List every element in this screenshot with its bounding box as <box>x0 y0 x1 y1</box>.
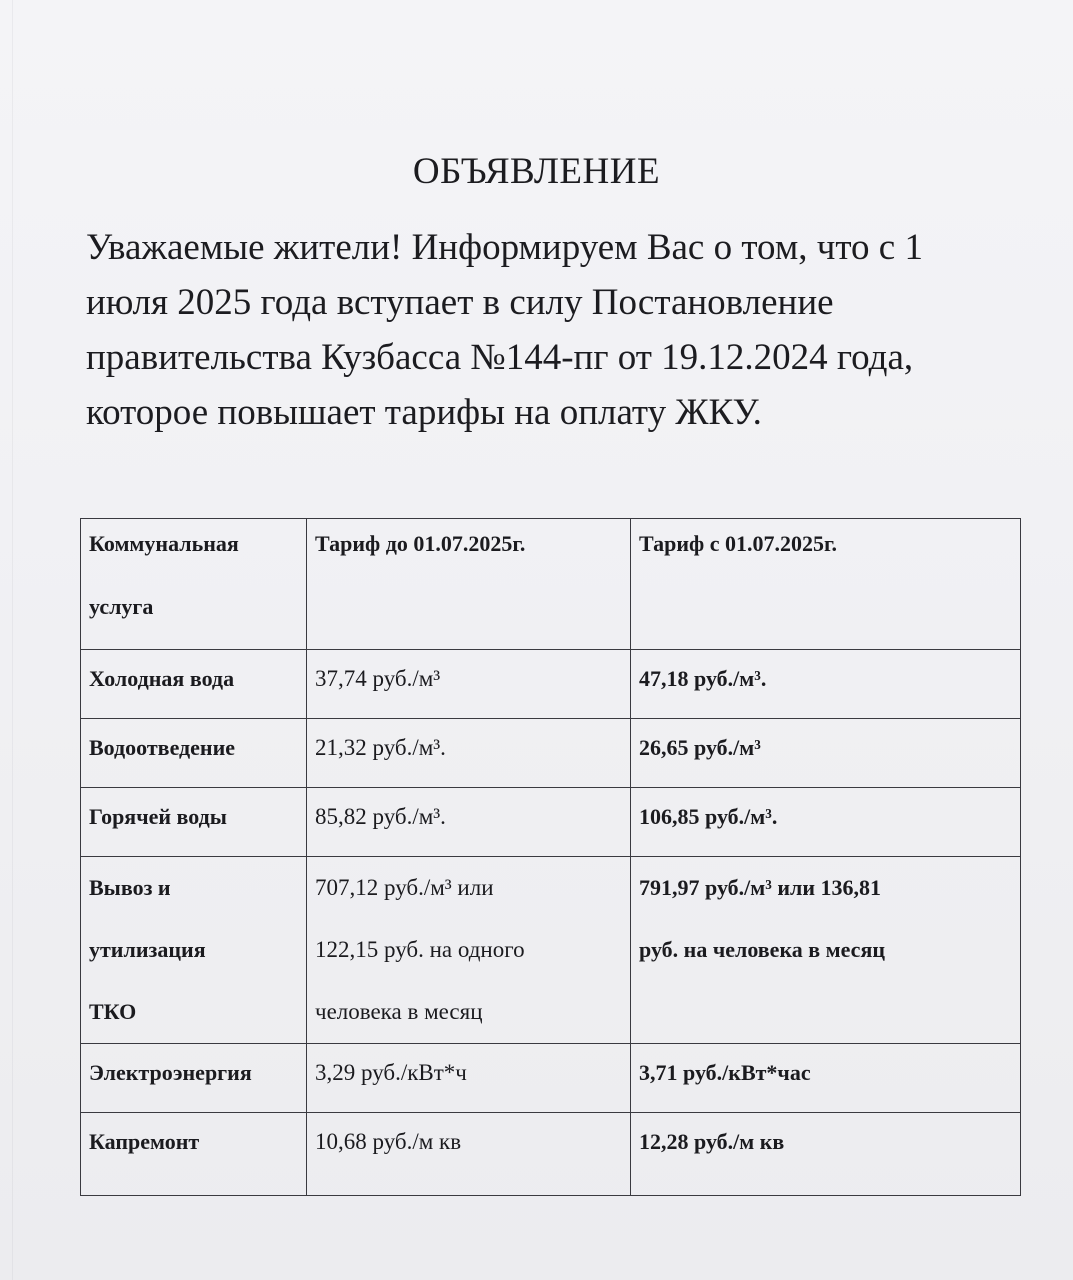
service-name <box>81 857 307 1044</box>
service-name: Электроэнергия <box>81 1044 307 1113</box>
table-row <box>81 788 1021 857</box>
old-tariff: 10,68 руб./м кв <box>307 1113 631 1196</box>
new-tariff-line: руб. на человека в месяц <box>639 937 886 962</box>
document-title: ОБЪЯВЛЕНИЕ <box>412 151 661 192</box>
service-name: Холодная вода <box>81 650 307 719</box>
table-row <box>81 1044 1021 1113</box>
header-service-line2: услуга <box>89 594 154 619</box>
old-tariff: 21,32 руб./м³. <box>307 719 631 788</box>
header-service-line1: Коммунальная <box>89 531 239 556</box>
old-tariff-line: 122,15 руб. на одного <box>315 937 525 962</box>
table-row <box>81 857 1021 1044</box>
service-name: Капремонт <box>81 1113 307 1196</box>
service-name: Водоотведение <box>81 719 307 788</box>
intro-line: правительства Кузбасса №144-пг от 19.12.2024 года, <box>86 337 914 378</box>
service-name: Горячей воды <box>81 788 307 857</box>
table-row <box>81 719 1021 788</box>
header-old-tariff: Тариф до 01.07.2025г. <box>307 519 631 650</box>
new-tariff <box>631 857 1021 1044</box>
table-row <box>81 1113 1021 1196</box>
old-tariff: 37,74 руб./м³ <box>307 650 631 719</box>
old-tariff-line: 707,12 руб./м³ или <box>315 875 494 900</box>
header-service <box>81 519 307 650</box>
table-header-row <box>81 519 1021 650</box>
service-line: утилизация <box>89 937 206 962</box>
old-tariff-line: человека в месяц <box>315 999 483 1024</box>
intro-paragraph <box>86 220 1006 440</box>
new-tariff: 47,18 руб./м³. <box>631 650 1021 719</box>
intro-line: которое повышает тарифы на оплату ЖКУ. <box>86 392 762 433</box>
old-tariff: 3,29 руб./кВт*ч <box>307 1044 631 1113</box>
intro-line: Уважаемые жители! Информируем Вас о том, что с 1 <box>86 227 923 268</box>
old-tariff: 85,82 руб./м³. <box>307 788 631 857</box>
new-tariff-line: 791,97 руб./м³ или 136,81 <box>639 875 882 900</box>
new-tariff: 3,71 руб./кВт*час <box>631 1044 1021 1113</box>
intro-line: июля 2025 года вступает в силу Постановление <box>86 282 834 323</box>
table-row <box>81 650 1021 719</box>
old-tariff <box>307 857 631 1044</box>
service-line: Вывоз и <box>89 875 171 900</box>
new-tariff: 12,28 руб./м кв <box>631 1113 1021 1196</box>
new-tariff: 26,65 руб./м³ <box>631 719 1021 788</box>
new-tariff: 106,85 руб./м³. <box>631 788 1021 857</box>
header-new-tariff: Тариф с 01.07.2025г. <box>631 519 1021 650</box>
service-line: ТКО <box>89 999 137 1024</box>
tariff-table <box>80 518 1021 1196</box>
